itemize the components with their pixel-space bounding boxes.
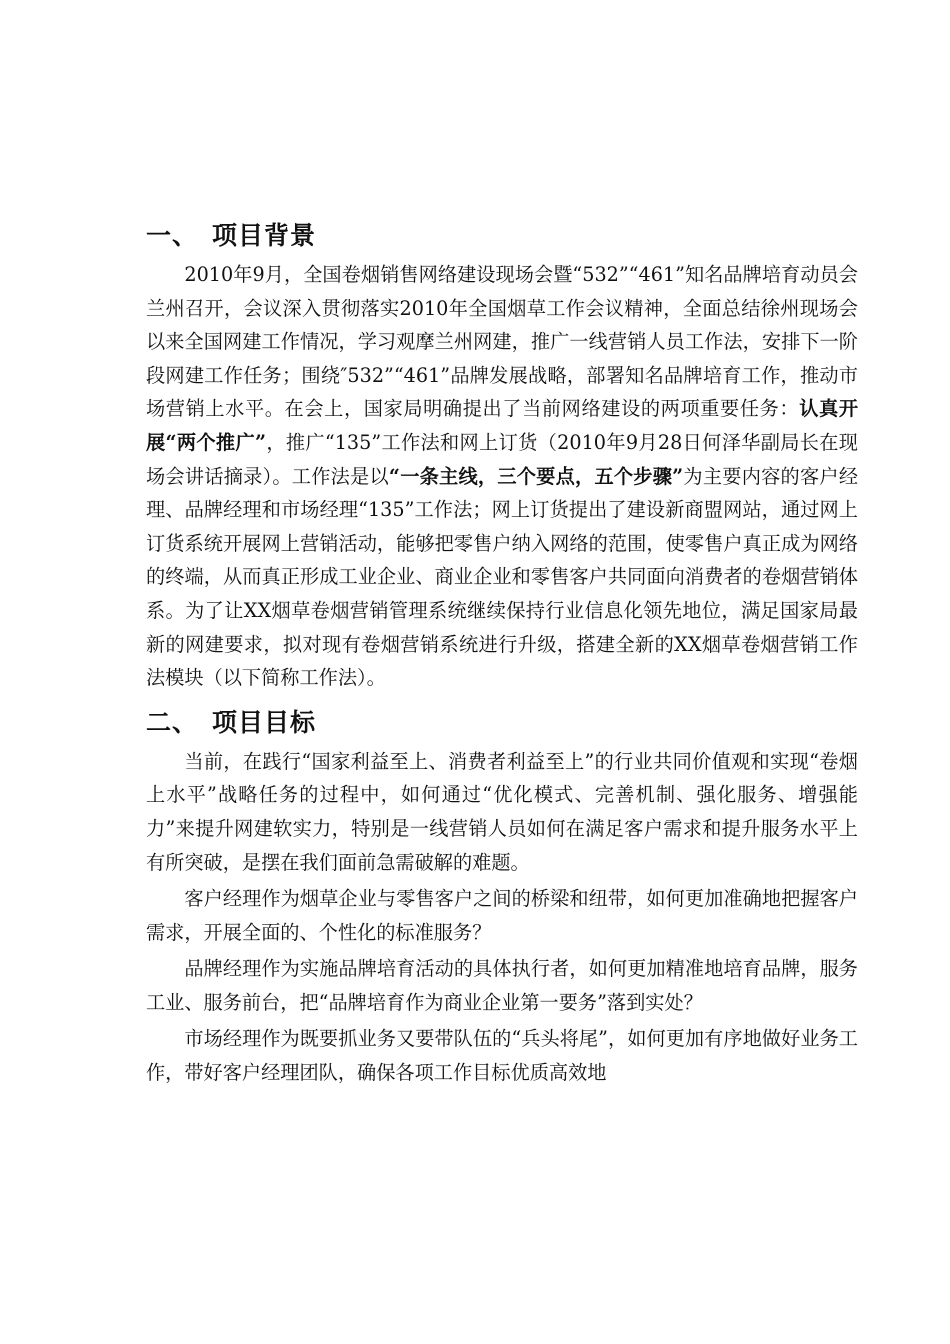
text-run: 为主要内容的客户经理、品牌经理和市场经理“135”工作法；网上订货提出了建设新商盟网站，通过网上订货系统开展网上营销活动，能够把零售户纳入网络的范围，使零售户真正成为网络的终端，从而真正形成工业企业、商业企业和零售客户共同面向消费者的卷烟营销体系。为了让XX烟草卷烟营销管理系统继续保持行业信息化领先地位，满足国家局最新的网建要求，拟对现有卷烟营销系统进行升级，搭建全新的XX烟草卷烟营销工作法模块（以下简称工作法）。 [146, 464, 859, 690]
section-number: 一、 [146, 221, 199, 250]
goals-paragraph [146, 952, 858, 1019]
bold-text-run: 认真开展“两个推广” [146, 397, 859, 454]
background-paragraph [146, 258, 858, 695]
goals-paragraph [146, 1022, 858, 1089]
text-run: ，推广“135”工作法和网上订货（2010年9月28日何泽华副局长在现场会讲话摘录）。工作法是以 [146, 430, 858, 488]
goals-paragraph [146, 745, 858, 879]
text-run: 市场经理作为既要抓业务又要带队伍的“兵头将尾”，如何更加有序地做好业务工作，带好客户经理团队，确保各项工作目标优质高效地 [146, 1027, 858, 1085]
text-run: 客户经理作为烟草企业与零售客户之间的桥梁和纽带，如何更加准确地把握客户需求，开展全面的、个性化的标准服务？ [146, 887, 858, 944]
goals-paragraph [146, 882, 858, 949]
text-run: 当前，在践行“国家利益至上、消费者利益至上”的行业共同价值观和实现“卷烟上水平”战略任务的过程中，如何通过“优化模式、完善机制、强化服务、增强能力”来提升网建软实力，特别是一线营销人员如何在满足客户需求和提升服务水平上有所突破，是摆在我们面前急需破解的难题。 [146, 749, 858, 874]
text-run: 品牌经理作为实施品牌培育活动的具体执行者，如何更加精准地培育品牌，服务工业、服务前台，把“品牌培育作为商业企业第一要务”落到实处？ [146, 957, 858, 1014]
text-run: 2010年9月，全国卷烟销售网络建设现场会暨“532”“461”知名品牌培育动员会兰州召开，会议深入贯彻落实2010年全国烟草工作会议精神，全面总结徐州现场会以来全国网建工作情况，学习观摩兰州网建，推广一线营销人员工作法，安排下一阶段网建工作任务；围绕″532”“461”品牌发展战略，部署知名品牌培育工作，推动市场营销上水平。在会上，国家局明确提出了当前网络建设的两项重要任务： [146, 263, 858, 421]
section-heading-background [146, 218, 858, 254]
section-number: 二、 [146, 707, 199, 737]
section-title: 项目目标 [212, 707, 317, 737]
section-heading-goals [146, 705, 858, 741]
section-title: 项目背景 [212, 221, 317, 250]
bold-text-run: “一条主线，三个要点，五个步骤” [388, 464, 684, 488]
document-page [146, 218, 858, 1090]
